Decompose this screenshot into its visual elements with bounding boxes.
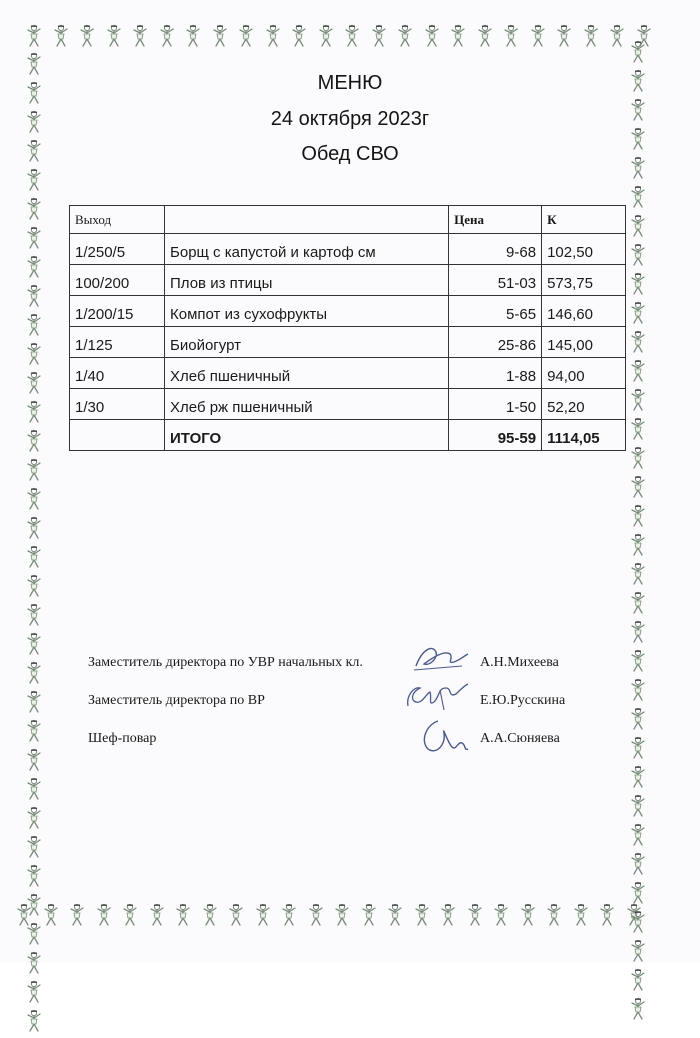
- cell-price: 9-68: [449, 234, 542, 265]
- border-figure-icon: [332, 903, 352, 927]
- border-figure-icon: [628, 214, 650, 243]
- border-figure-icon: [475, 24, 495, 48]
- signature-role-1: Заместитель директора по УВР начальных кл.: [88, 655, 363, 670]
- border-figure-icon: [24, 342, 46, 371]
- border-figure-icon: [597, 903, 617, 927]
- border-figure-icon: [24, 429, 46, 458]
- border-figure-icon: [528, 24, 548, 48]
- column-header-name: [165, 206, 449, 234]
- table-row: [70, 296, 626, 327]
- cell-output: 100/200: [70, 265, 165, 296]
- border-figure-icon: [120, 903, 140, 927]
- border-figure-icon: [518, 903, 538, 927]
- border-figure-icon: [448, 24, 468, 48]
- cell-total-k: 1114,05: [542, 420, 626, 451]
- border-figure-icon: [628, 852, 650, 881]
- border-figure-icon: [628, 272, 650, 301]
- cell-name: Биойогурт: [165, 327, 449, 358]
- cell-output: 1/125: [70, 327, 165, 358]
- border-figure-icon: [173, 903, 193, 927]
- border-figure-icon: [628, 823, 650, 852]
- cell-name: Хлеб рж пшеничный: [165, 389, 449, 420]
- border-figure-icon: [24, 516, 46, 545]
- border-figure-icon: [628, 591, 650, 620]
- border-figure-icon: [544, 903, 564, 927]
- border-figure-icon: [628, 562, 650, 591]
- border-figure-icon: [359, 903, 379, 927]
- cell-total-label: ИТОГО: [165, 420, 449, 451]
- border-figure-icon: [226, 903, 246, 927]
- handwritten-signature-2: [400, 676, 472, 716]
- border-figure-icon: [628, 910, 650, 939]
- document-title: МЕНЮ: [317, 72, 383, 94]
- border-figure-icon: [628, 475, 650, 504]
- border-figure-icon: [501, 24, 521, 48]
- table-row: [70, 327, 626, 358]
- border-figure-icon: [67, 903, 87, 927]
- border-figure-icon: [24, 168, 46, 197]
- border-figure-icon: [24, 284, 46, 313]
- cell-output: [70, 420, 165, 451]
- border-figure-icon: [24, 980, 46, 1009]
- border-figure-icon: [24, 864, 46, 893]
- border-figure-icon: [24, 893, 46, 922]
- border-figure-icon: [571, 903, 591, 927]
- border-figure-icon: [157, 24, 177, 48]
- border-figure-icon: [24, 806, 46, 835]
- cell-price: 1-50: [449, 389, 542, 420]
- border-figure-icon: [24, 1009, 46, 1038]
- border-figure-icon: [24, 632, 46, 661]
- border-figure-icon: [628, 794, 650, 823]
- border-figure-icon: [24, 255, 46, 284]
- border-figure-icon: [628, 243, 650, 272]
- cell-price: 5-65: [449, 296, 542, 327]
- decorative-border-bottom: [14, 903, 644, 927]
- border-figure-icon: [607, 24, 627, 48]
- border-figure-icon: [628, 736, 650, 765]
- table-total-row: [70, 420, 626, 451]
- cell-name: Хлеб пшеничный: [165, 358, 449, 389]
- menu-table: [69, 205, 626, 451]
- border-figure-icon: [412, 903, 432, 927]
- border-figure-icon: [628, 504, 650, 533]
- border-figure-icon: [24, 748, 46, 777]
- decorative-border-right: [628, 40, 650, 900]
- border-figure-icon: [628, 40, 650, 69]
- border-figure-icon: [236, 24, 256, 48]
- cell-total-price: 95-59: [449, 420, 542, 451]
- border-figure-icon: [628, 997, 650, 1026]
- document-date: 24 октября 2023г: [270, 108, 430, 130]
- border-figure-icon: [24, 603, 46, 632]
- border-figure-icon: [581, 24, 601, 48]
- border-figure-icon: [104, 24, 124, 48]
- border-figure-icon: [628, 968, 650, 997]
- border-figure-icon: [24, 313, 46, 342]
- border-figure-icon: [24, 835, 46, 864]
- border-figure-icon: [24, 777, 46, 806]
- column-header-price: Цена: [449, 206, 542, 234]
- signature-role-3: Шеф-повар: [88, 731, 157, 746]
- border-figure-icon: [634, 24, 654, 48]
- signature-person-3: А.А.Сюняева: [480, 731, 560, 746]
- signature-person-1: А.Н.Михеева: [480, 655, 559, 670]
- cell-name: Плов из птицы: [165, 265, 449, 296]
- signature-role-2: Заместитель директора по ВР: [88, 693, 265, 708]
- table-row: [70, 389, 626, 420]
- border-figure-icon: [24, 371, 46, 400]
- table-header-row: [70, 206, 626, 234]
- border-figure-icon: [385, 903, 405, 927]
- border-figure-icon: [14, 903, 34, 927]
- border-figure-icon: [628, 678, 650, 707]
- cell-name: Борщ с капустой и картоф см: [165, 234, 449, 265]
- border-figure-icon: [628, 388, 650, 417]
- cell-price: 25-86: [449, 327, 542, 358]
- border-figure-icon: [24, 951, 46, 980]
- border-figure-icon: [628, 533, 650, 562]
- border-figure-icon: [41, 903, 61, 927]
- cell-k: 145,00: [542, 327, 626, 358]
- cell-k: 52,20: [542, 389, 626, 420]
- border-figure-icon: [628, 939, 650, 968]
- border-figure-icon: [94, 903, 114, 927]
- border-figure-icon: [147, 903, 167, 927]
- border-figure-icon: [628, 881, 650, 910]
- cell-k: 102,50: [542, 234, 626, 265]
- decorative-border-top: [24, 24, 654, 48]
- meal-name: Обед СВО: [301, 143, 399, 165]
- border-figure-icon: [306, 903, 326, 927]
- border-figure-icon: [77, 24, 97, 48]
- handwritten-signature-3: [418, 715, 470, 757]
- border-figure-icon: [253, 903, 273, 927]
- border-figure-icon: [438, 903, 458, 927]
- border-figure-icon: [628, 765, 650, 794]
- cell-output: 1/200/15: [70, 296, 165, 327]
- border-figure-icon: [422, 24, 442, 48]
- border-figure-icon: [200, 903, 220, 927]
- border-figure-icon: [24, 922, 46, 951]
- column-header-output: Выход: [70, 206, 165, 234]
- cell-name: Компот из сухофрукты: [165, 296, 449, 327]
- cell-output: 1/40: [70, 358, 165, 389]
- border-figure-icon: [628, 620, 650, 649]
- border-figure-icon: [395, 24, 415, 48]
- border-figure-icon: [51, 24, 71, 48]
- border-figure-icon: [24, 719, 46, 748]
- cell-price: 51-03: [449, 265, 542, 296]
- handwritten-signature-1: [410, 640, 470, 674]
- border-figure-icon: [369, 24, 389, 48]
- cell-output: 1/250/5: [70, 234, 165, 265]
- cell-k: 146,60: [542, 296, 626, 327]
- border-figure-icon: [342, 24, 362, 48]
- border-figure-icon: [465, 903, 485, 927]
- cell-output: 1/30: [70, 389, 165, 420]
- border-figure-icon: [24, 661, 46, 690]
- cell-k: 94,00: [542, 358, 626, 389]
- border-figure-icon: [279, 903, 299, 927]
- border-figure-icon: [624, 903, 644, 927]
- signature-person-2: Е.Ю.Русскина: [480, 693, 566, 708]
- border-figure-icon: [183, 24, 203, 48]
- border-figure-icon: [210, 24, 230, 48]
- border-figure-icon: [289, 24, 309, 48]
- border-figure-icon: [554, 24, 574, 48]
- cell-k: 573,75: [542, 265, 626, 296]
- border-figure-icon: [628, 359, 650, 388]
- border-figure-icon: [24, 545, 46, 574]
- border-figure-icon: [24, 690, 46, 719]
- cell-price: 1-88: [449, 358, 542, 389]
- border-figure-icon: [24, 197, 46, 226]
- border-figure-icon: [628, 446, 650, 475]
- border-figure-icon: [24, 487, 46, 516]
- border-figure-icon: [491, 903, 511, 927]
- border-figure-icon: [316, 24, 336, 48]
- border-figure-icon: [628, 301, 650, 330]
- decorative-border-left: [24, 52, 46, 900]
- border-figure-icon: [628, 185, 650, 214]
- border-figure-icon: [24, 400, 46, 429]
- border-figure-icon: [628, 649, 650, 678]
- table-row: [70, 265, 626, 296]
- border-figure-icon: [628, 330, 650, 359]
- border-figure-icon: [628, 417, 650, 446]
- border-figure-icon: [24, 226, 46, 255]
- border-figure-icon: [263, 24, 283, 48]
- border-figure-icon: [24, 24, 44, 48]
- border-figure-icon: [628, 707, 650, 736]
- column-header-k: К: [542, 206, 626, 234]
- border-figure-icon: [24, 574, 46, 603]
- border-figure-icon: [24, 458, 46, 487]
- table-row: [70, 358, 626, 389]
- table-row: [70, 234, 626, 265]
- border-figure-icon: [130, 24, 150, 48]
